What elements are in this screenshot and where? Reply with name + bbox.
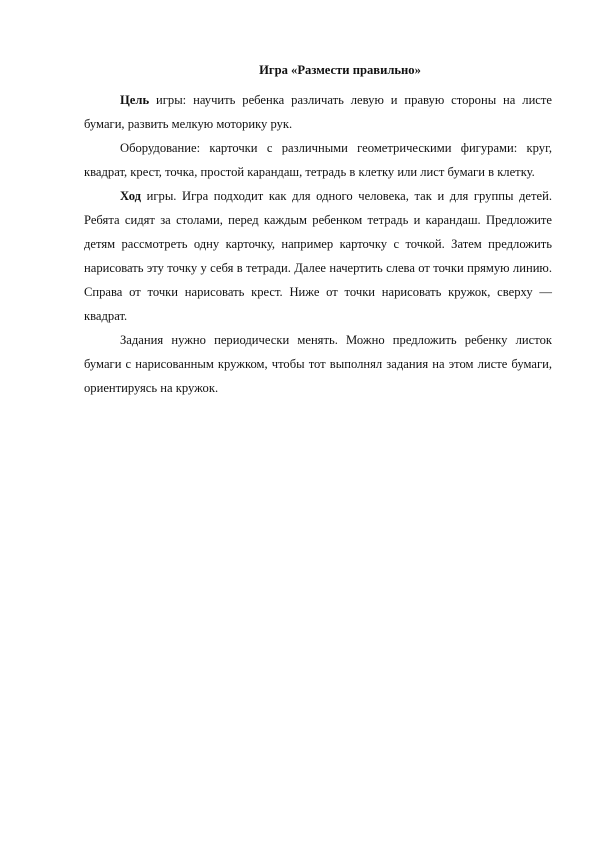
paragraph-text: Оборудование: карточки с различными геометрическими фигурами: круг, квадрат, крест, точка, простой карандаш, тетрадь в клетку или лист бумаги в клетку. — [84, 141, 552, 179]
paragraph-text: Задания нужно периодически менять. Можно предложить ребенку листок бумаги с нарисованным кружком, чтобы тот выполнял задания на этом листе бумаги, ориентируясь на кружок. — [84, 333, 552, 395]
paragraph-equipment — [84, 136, 552, 184]
document-body — [84, 58, 552, 400]
paragraph-goal — [84, 88, 552, 136]
paragraph-variation — [84, 328, 552, 400]
paragraph-lead: Ход — [120, 189, 142, 203]
paragraph-lead: Цель — [120, 93, 150, 107]
paragraph-procedure — [84, 184, 552, 328]
paragraph-text: игры. Игра подходит как для одного человека, так и для группы детей. Ребята сидят за столами, перед каждым ребенком тетрадь и карандаш. Предложите детям рассмотреть одну карточку, например карточку с точкой. Затем предложить нарисовать эту точку у себя в тетради. Далее начертить слева от точки прямую линию. Справа от точки нарисовать крест. Ниже от точки нарисовать кружок, сверху — квадрат. — [84, 189, 552, 323]
paragraph-text: игры: научить ребенка различать левую и правую стороны на листе бумаги, развить мелкую моторику рук. — [84, 93, 552, 131]
document-title: Игра «Размести правильно» — [259, 63, 421, 77]
